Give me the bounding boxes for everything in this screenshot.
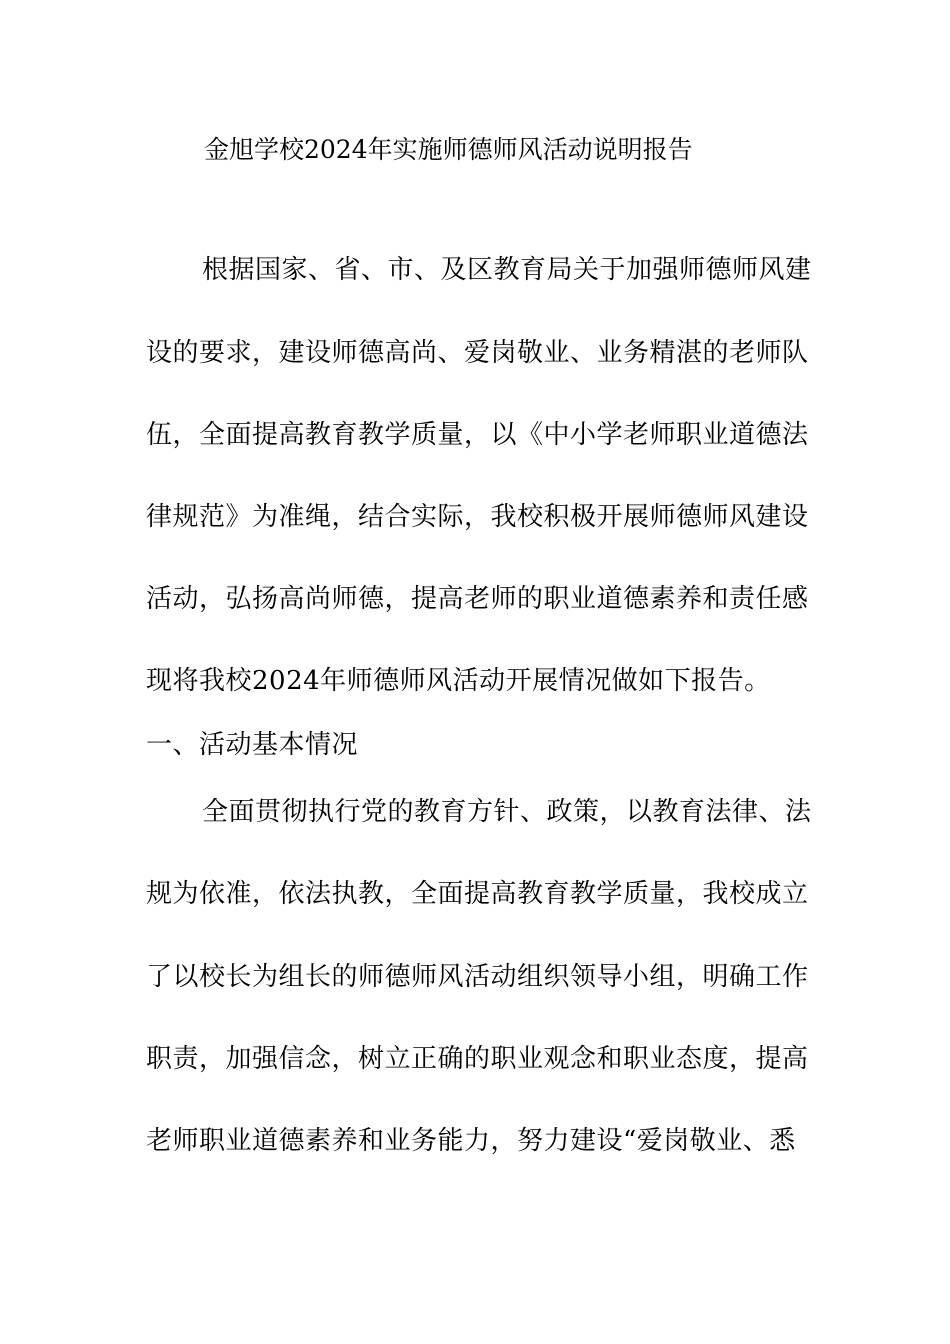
section1-line-4: 职责，加强信念，树立正确的职业观念和职业态度，提高 [146, 1044, 809, 1074]
intro-line-5: 活动，弘扬高尚师德，提高老师的职业道德素养和责任感 [146, 584, 809, 614]
intro-line-3: 伍，全面提高教育教学质量，以《中小学老师职业道德法 [146, 420, 809, 450]
section1-line-2: 规为依准，依法执教，全面提高教育教学质量，我校成立 [146, 879, 809, 909]
intro-line-1: 根据国家、省、市、及区教育局关于加强师德师风建 [202, 255, 812, 285]
section1-line-1: 全面贯彻执行党的教育方针、政策，以教育法律、法 [202, 797, 812, 827]
section1-line-5: 老师职业道德素养和业务能力，努力建设“爱岗敬业、悉 [146, 1126, 796, 1156]
intro-line-6: 现将我校2024年师德师风活动开展情况做如下报告。 [146, 666, 771, 696]
section-heading-1: 一、活动基本情况 [146, 730, 359, 760]
document-title: 金旭学校2024年实施师德师风活动说明报告 [204, 135, 693, 164]
section1-line-3: 了以校长为组长的师德师风活动组织领导小组，明确工作 [146, 962, 809, 992]
intro-line-2: 设的要求，建设师德高尚、爱岗敬业、业务精湛的老师队 [146, 338, 809, 368]
intro-line-4: 律规范》为准绳，结合实际，我校积极开展师德师风建设 [146, 502, 809, 532]
